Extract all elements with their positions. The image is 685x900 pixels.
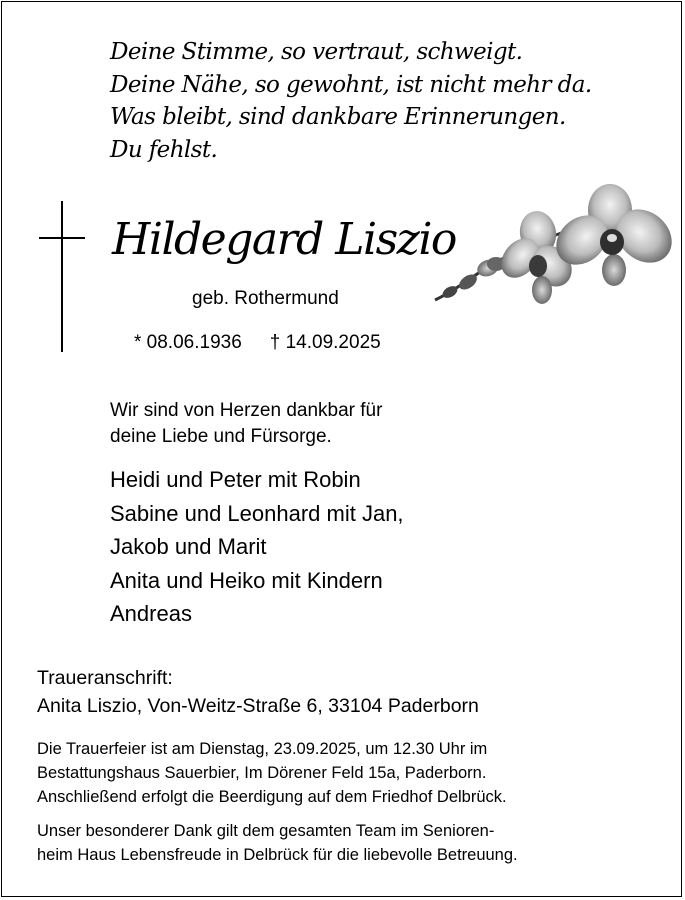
family-list	[110, 463, 404, 631]
gratitude-line: Unser besonderer Dank gilt dem gesamten Team im Senioren-	[37, 822, 495, 840]
life-dates	[134, 331, 381, 355]
maiden-name: geb. Rothermund	[192, 288, 339, 309]
service-line: Die Trauerfeier ist am Dienstag, 23.09.2025, um 12.30 Uhr im	[37, 740, 488, 758]
poem-line: Du fehlst.	[110, 136, 218, 163]
thanks-line: deine Liebe und Fürsorge.	[110, 426, 332, 447]
family-line: Sabine und Leonhard mit Jan,	[110, 500, 404, 526]
service-info	[37, 737, 507, 809]
poem-line: Deine Nähe, so gewohnt, ist nicht mehr da.	[110, 71, 592, 98]
deceased-name: Hildegard Liszio	[112, 214, 456, 265]
death-date: † 14.09.2025	[269, 332, 381, 353]
service-line: Bestattungshaus Sauerbier, Im Dörener Feld 15a, Paderborn.	[37, 764, 487, 782]
family-line: Andreas	[110, 601, 192, 626]
cross-horizontal-bar	[39, 237, 85, 239]
gratitude-text	[37, 819, 518, 867]
family-line: Jakob und Marit	[110, 534, 267, 559]
gratitude-line: heim Haus Lebensfreude in Delbrück für die liebevolle Betreuung.	[37, 846, 518, 864]
thanks-line: Wir sind von Herzen dankbar für	[110, 400, 383, 421]
mourning-address	[37, 664, 479, 720]
orchid-icon	[430, 178, 680, 308]
family-line: Anita und Heiko mit Kindern	[110, 567, 383, 593]
address-label: Traueranschrift:	[37, 667, 173, 689]
poem-line: Deine Stimme, so vertraut, schweigt.	[110, 39, 523, 65]
family-line: Heidi und Peter mit Robin	[110, 467, 361, 492]
address-value: Anita Liszio, Von-Weitz-Straße 6, 33104 Paderborn	[37, 695, 479, 717]
poem-line: Was bleibt, sind dankbare Erinnerungen.	[110, 104, 566, 130]
thanks-text	[110, 398, 382, 450]
service-line: Anschließend erfolgt die Beerdigung auf dem Friedhof Delbrück.	[37, 788, 507, 806]
cross-vertical-bar	[61, 201, 63, 352]
birth-date: * 08.06.1936	[134, 332, 242, 353]
poem	[110, 36, 592, 166]
